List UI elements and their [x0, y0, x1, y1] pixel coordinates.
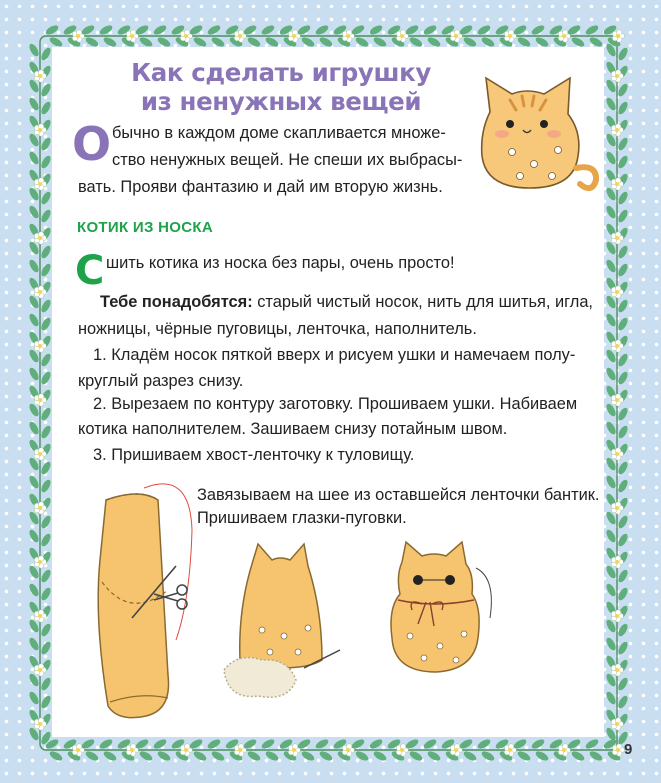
materials-text: старый чистый носок, нить для шитья, игла, [252, 293, 593, 311]
step-1-cont: круглый разрез снизу. [78, 372, 244, 390]
materials-line [100, 287, 593, 317]
title-line-2: из ненужных вещей [140, 87, 422, 116]
intro-line-2: ство ненужных вещей. Не спеши их выбрасы- [112, 151, 463, 169]
step-1: 1. Кладём носок пяткой вверх и рисуем ушки и намечаем полу- [93, 346, 576, 364]
page-number: 9 [624, 741, 633, 758]
intro-drop-cap: О [72, 117, 112, 171]
title-line-1: Как сделать игрушку [131, 58, 431, 87]
intro-line-3: вать. Прояви фантазию и дай им вторую жизнь. [78, 178, 443, 196]
page-title [120, 58, 442, 116]
materials-line-2: ножницы, чёрные пуговицы, ленточка, наполнитель. [78, 320, 477, 338]
intro-line-1: бычно в каждом доме скапливается множе- [112, 124, 446, 142]
cat-illustration-icon [472, 72, 607, 197]
final-line-1: Завязываем на шее из оставшейся ленточки бантик. [197, 486, 600, 504]
finished-cat-illustration-icon [378, 538, 498, 693]
scissors-icon [152, 582, 192, 612]
section-first-line: шить котика из носка без пары, очень просто! [106, 254, 455, 272]
final-line-2: Пришиваем глазки-пуговки. [197, 509, 407, 527]
section-drop-cap: С [75, 248, 105, 294]
section-heading: КОТИК ИЗ НОСКА [77, 219, 213, 236]
stuffed-cat-illustration-icon [218, 540, 348, 710]
step-2-cont: котика наполнителем. Зашиваем снизу потайным швом. [78, 420, 508, 438]
step-2: 2. Вырезаем по контуру заготовку. Прошиваем ушки. Набиваем [93, 395, 578, 413]
materials-label: Тебе понадобятся: [100, 293, 253, 311]
step-3: 3. Пришиваем хвост-ленточку к туловищу. [93, 446, 415, 464]
